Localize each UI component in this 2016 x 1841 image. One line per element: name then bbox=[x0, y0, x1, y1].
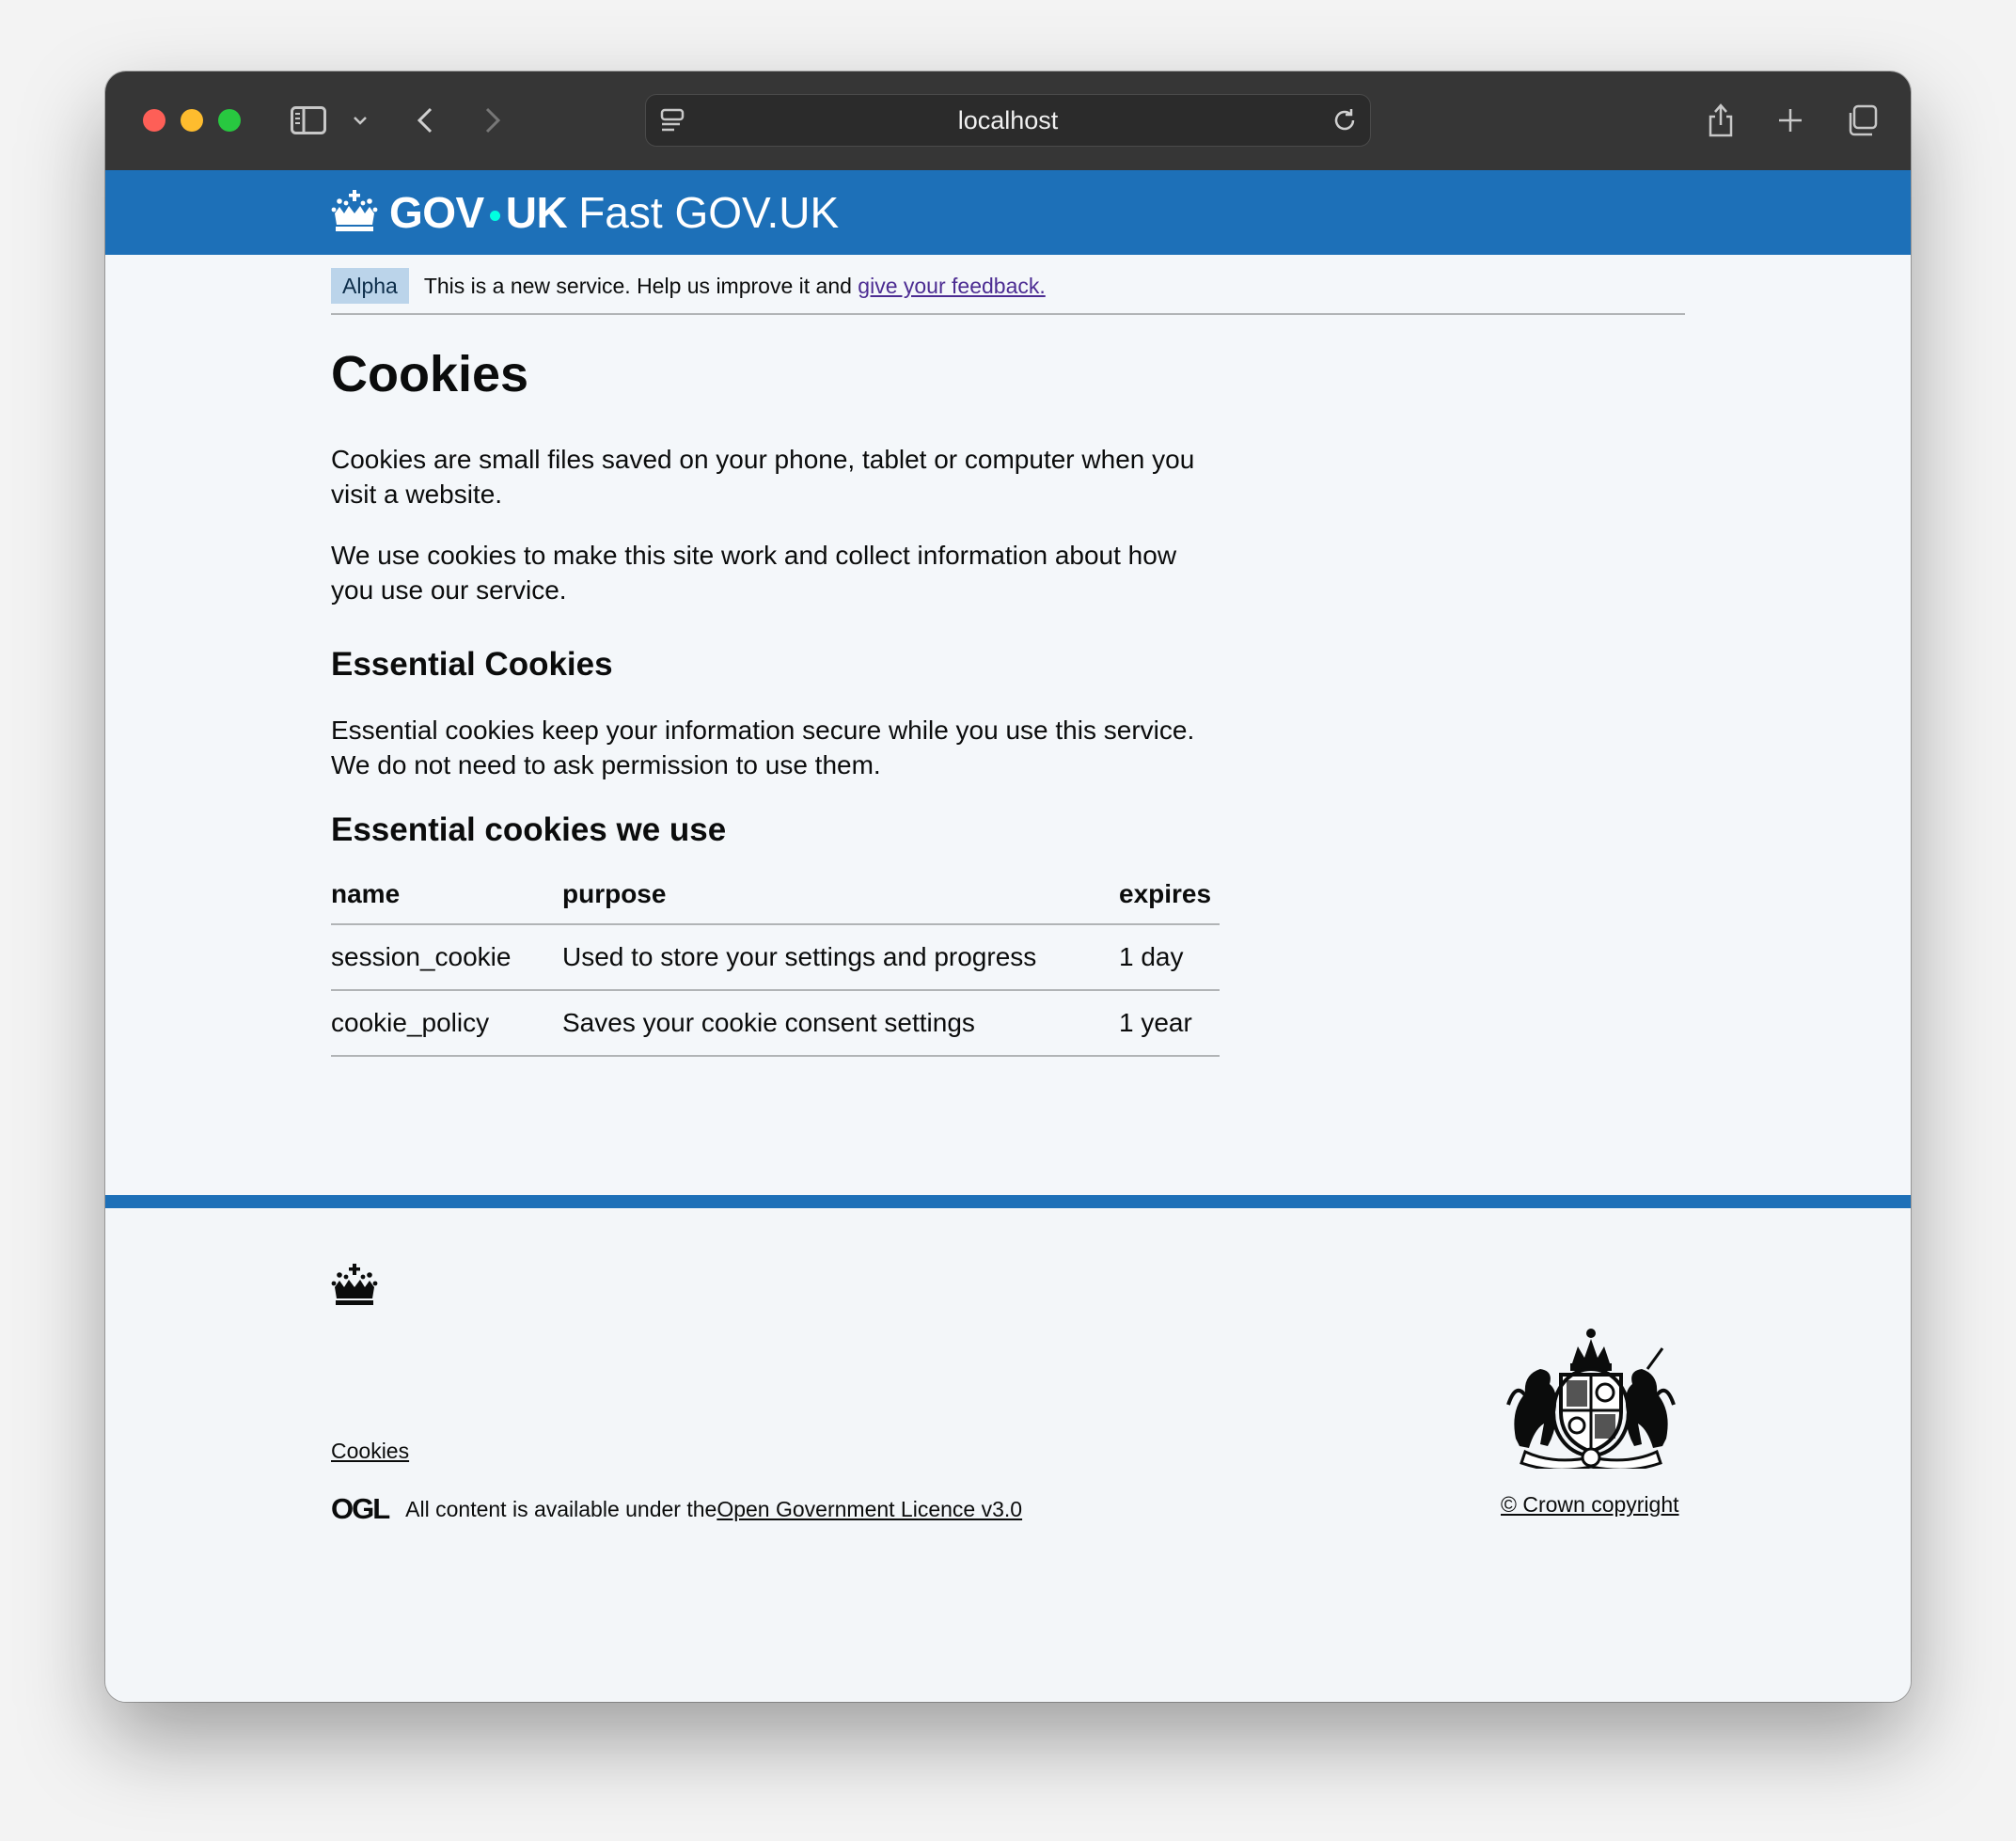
cookie-expires-cell: 1 year bbox=[1119, 990, 1220, 1056]
cookie-expires-cell: 1 day bbox=[1119, 924, 1220, 990]
share-icon[interactable] bbox=[1700, 98, 1741, 143]
column-header-expires: expires bbox=[1119, 865, 1220, 924]
feedback-link[interactable]: give your feedback. bbox=[858, 274, 1046, 298]
column-header-name: name bbox=[331, 865, 562, 924]
phase-banner-message: This is a new service. Help us improve it and bbox=[423, 274, 858, 298]
cookies-table bbox=[331, 865, 1220, 1057]
sidebar-toggle-icon[interactable] bbox=[286, 98, 331, 143]
essential-cookies-heading: Essential Cookies bbox=[331, 645, 613, 683]
licence-link[interactable]: Open Government Licence v3.0 bbox=[717, 1496, 1023, 1521]
footer-cookies-link[interactable]: Cookies bbox=[331, 1439, 410, 1463]
footer-crown-icon bbox=[331, 1263, 378, 1311]
browser-toolbar bbox=[105, 71, 1911, 171]
address-bar[interactable] bbox=[645, 94, 1371, 147]
new-tab-icon[interactable] bbox=[1770, 98, 1811, 143]
zoom-window-button[interactable] bbox=[218, 109, 241, 132]
wordmark-gov: GOV bbox=[389, 188, 484, 237]
ogl-logo-icon: OGL bbox=[331, 1492, 389, 1525]
essential-cookies-text: Essential cookies keep your information secure while you use this service. We do not need to ask permission to use them. bbox=[331, 715, 1195, 779]
cookie-purpose-cell: Saves your cookie consent settings bbox=[562, 990, 1119, 1056]
footer-top-border bbox=[105, 1195, 1911, 1208]
column-header-purpose: purpose bbox=[562, 865, 1119, 924]
table-header-row bbox=[331, 865, 1220, 924]
wordmark-uk: UK bbox=[505, 188, 568, 237]
licence-row bbox=[331, 1492, 1022, 1526]
forward-icon[interactable] bbox=[474, 98, 512, 143]
phase-banner-text bbox=[424, 268, 1046, 304]
table-row bbox=[331, 990, 1220, 1056]
close-window-button[interactable] bbox=[143, 109, 165, 132]
crown-icon bbox=[331, 189, 378, 237]
govuk-logo-link[interactable] bbox=[331, 170, 839, 255]
cookie-name-cell: cookie_policy bbox=[331, 990, 562, 1056]
site-header bbox=[105, 170, 1911, 255]
phase-banner bbox=[331, 268, 1685, 315]
page-title: Cookies bbox=[331, 346, 529, 402]
intro-paragraph-2: We use cookies to make this site work and collect information about how you use our service. bbox=[331, 540, 1177, 605]
chevron-down-icon[interactable] bbox=[346, 98, 374, 143]
tab-overview-icon[interactable] bbox=[1839, 98, 1884, 143]
main-content bbox=[331, 344, 1224, 1057]
browser-window bbox=[105, 71, 1911, 1702]
table-row bbox=[331, 924, 1220, 990]
cookie-name-cell: session_cookie bbox=[331, 924, 562, 990]
back-icon[interactable] bbox=[406, 98, 444, 143]
service-name[interactable]: Fast GOV.UK bbox=[578, 188, 840, 237]
minimize-window-button[interactable] bbox=[181, 109, 203, 132]
licence-text: All content is available under the bbox=[405, 1496, 717, 1521]
site-footer bbox=[105, 1208, 1911, 1702]
intro-paragraph-1: Cookies are small files saved on your phone, tablet or computer when you visit a website. bbox=[331, 444, 1195, 509]
reload-icon[interactable] bbox=[1331, 106, 1359, 139]
url-text[interactable]: localhost bbox=[957, 106, 1059, 134]
royal-coat-of-arms-icon bbox=[1506, 1326, 1676, 1473]
wordmark-dot bbox=[490, 211, 500, 221]
phase-tag: Alpha bbox=[331, 268, 409, 304]
cookies-table-heading: Essential cookies we use bbox=[331, 810, 727, 848]
crown-copyright-link[interactable]: © Crown copyright bbox=[1501, 1492, 1679, 1517]
cookie-purpose-cell: Used to store your settings and progress bbox=[562, 924, 1119, 990]
govuk-wordmark bbox=[389, 187, 567, 238]
